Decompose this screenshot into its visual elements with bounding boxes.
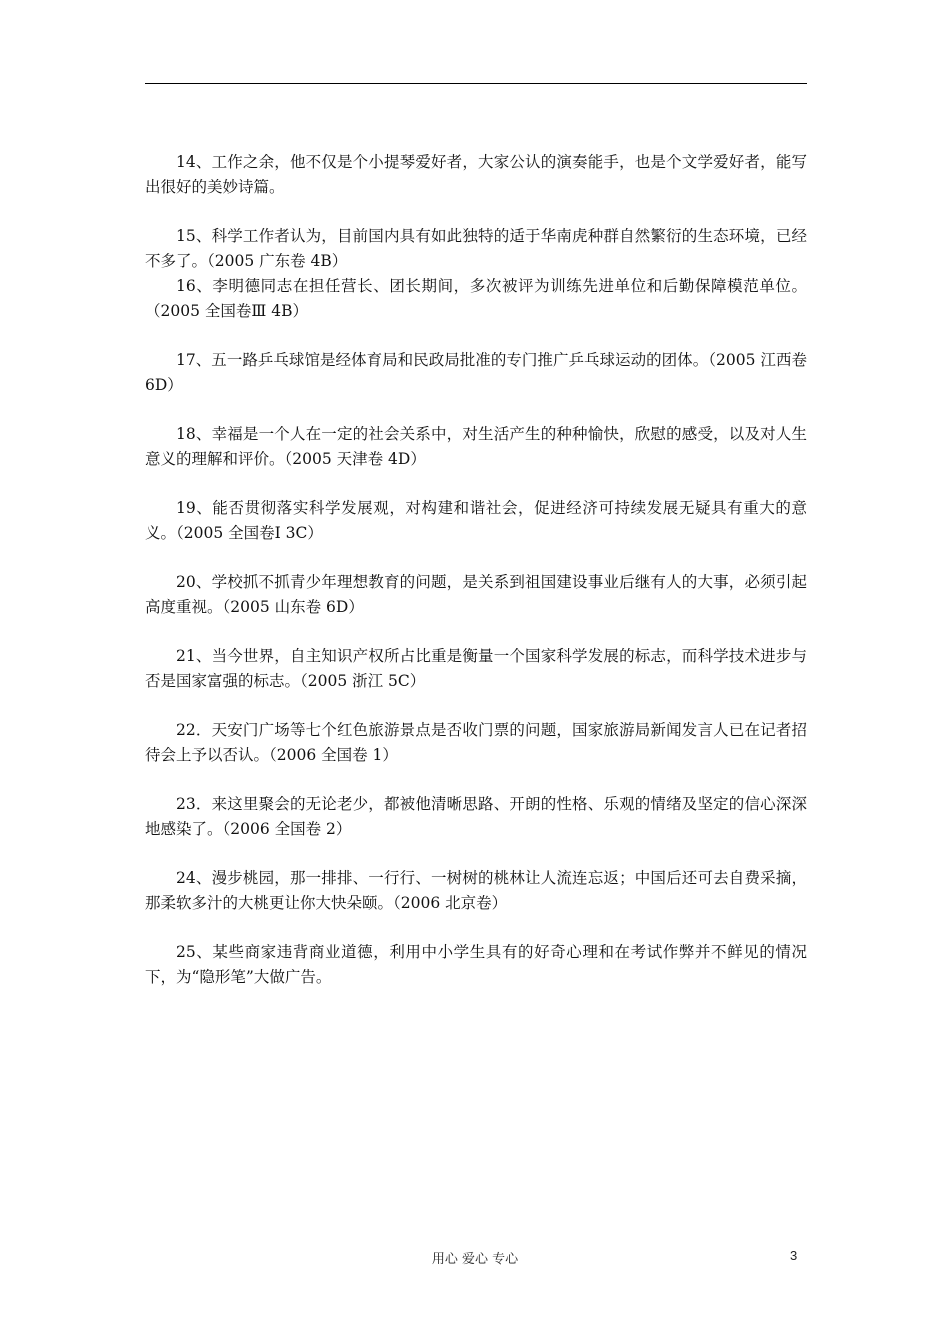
footer-motto: 用心 爱心 专心	[431, 1252, 519, 1267]
question-15: 15、科学工作者认为，目前国内具有如此独特的适于华南虎种群自然繁衍的生态环境，已经不多了。（2005 广东卷 4B）	[145, 227, 807, 270]
page-number: 3	[790, 1248, 798, 1263]
question-21: 21、当今世界，自主知识产权所占比重是衡量一个国家科学发展的标志，而科学技术进步与否是国家富强的标志。（2005 浙江 5C）	[145, 647, 807, 690]
question-22: 22．天安门广场等七个红色旅游景点是否收门票的问题，国家旅游局新闻发言人已在记者招待会上予以否认。（2006 全国卷 1）	[145, 721, 807, 764]
question-14: 14、工作之余，他不仅是个小提琴爱好者，大家公认的演奏能手，也是个文学爱好者，能写出很好的美妙诗篇。	[145, 153, 807, 196]
question-25: 25、某些商家违背商业道德，利用中小学生具有的好奇心理和在考试作弊并不鲜见的情况下，为“隐形笔”大做广告。	[145, 943, 807, 986]
header-rule	[145, 83, 807, 84]
question-20: 20、学校抓不抓青少年理想教育的问题，是关系到祖国建设事业后继有人的大事，必须引起高度重视。（2005 山东卷 6D）	[145, 573, 807, 616]
question-19: 19、能否贯彻落实科学发展观，对构建和谐社会，促进经济可持续发展无疑具有重大的意义。（2005 全国卷Ⅰ 3C）	[145, 499, 807, 542]
question-23: 23．来这里聚会的无论老少，都被他清晰思路、开朗的性格、乐观的情绪及坚定的信心深深地感染了。（2006 全国卷 2）	[145, 795, 807, 838]
question-18: 18、幸福是一个人在一定的社会关系中，对生活产生的种种愉快，欣慰的感受，以及对人生意义的理解和评价。（2005 天津卷 4D）	[145, 425, 807, 468]
question-16: 16、李明德同志在担任营长、团长期间，多次被评为训练先进单位和后勤保障模范单位。（2005 全国卷Ⅲ 4B）	[145, 277, 807, 320]
question-17: 17、五一路乒乓球馆是经体育局和民政局批准的专门推广乒乓球运动的团体。（2005 江西卷 6D）	[145, 351, 807, 394]
question-24: 24、漫步桃园，那一排排、一行行、一树树的桃林让人流连忘返；中国后还可去自费采摘，那柔软多汁的大桃更让你大快朵颐。（2006 北京卷）	[145, 869, 807, 912]
document-body	[145, 150, 807, 990]
